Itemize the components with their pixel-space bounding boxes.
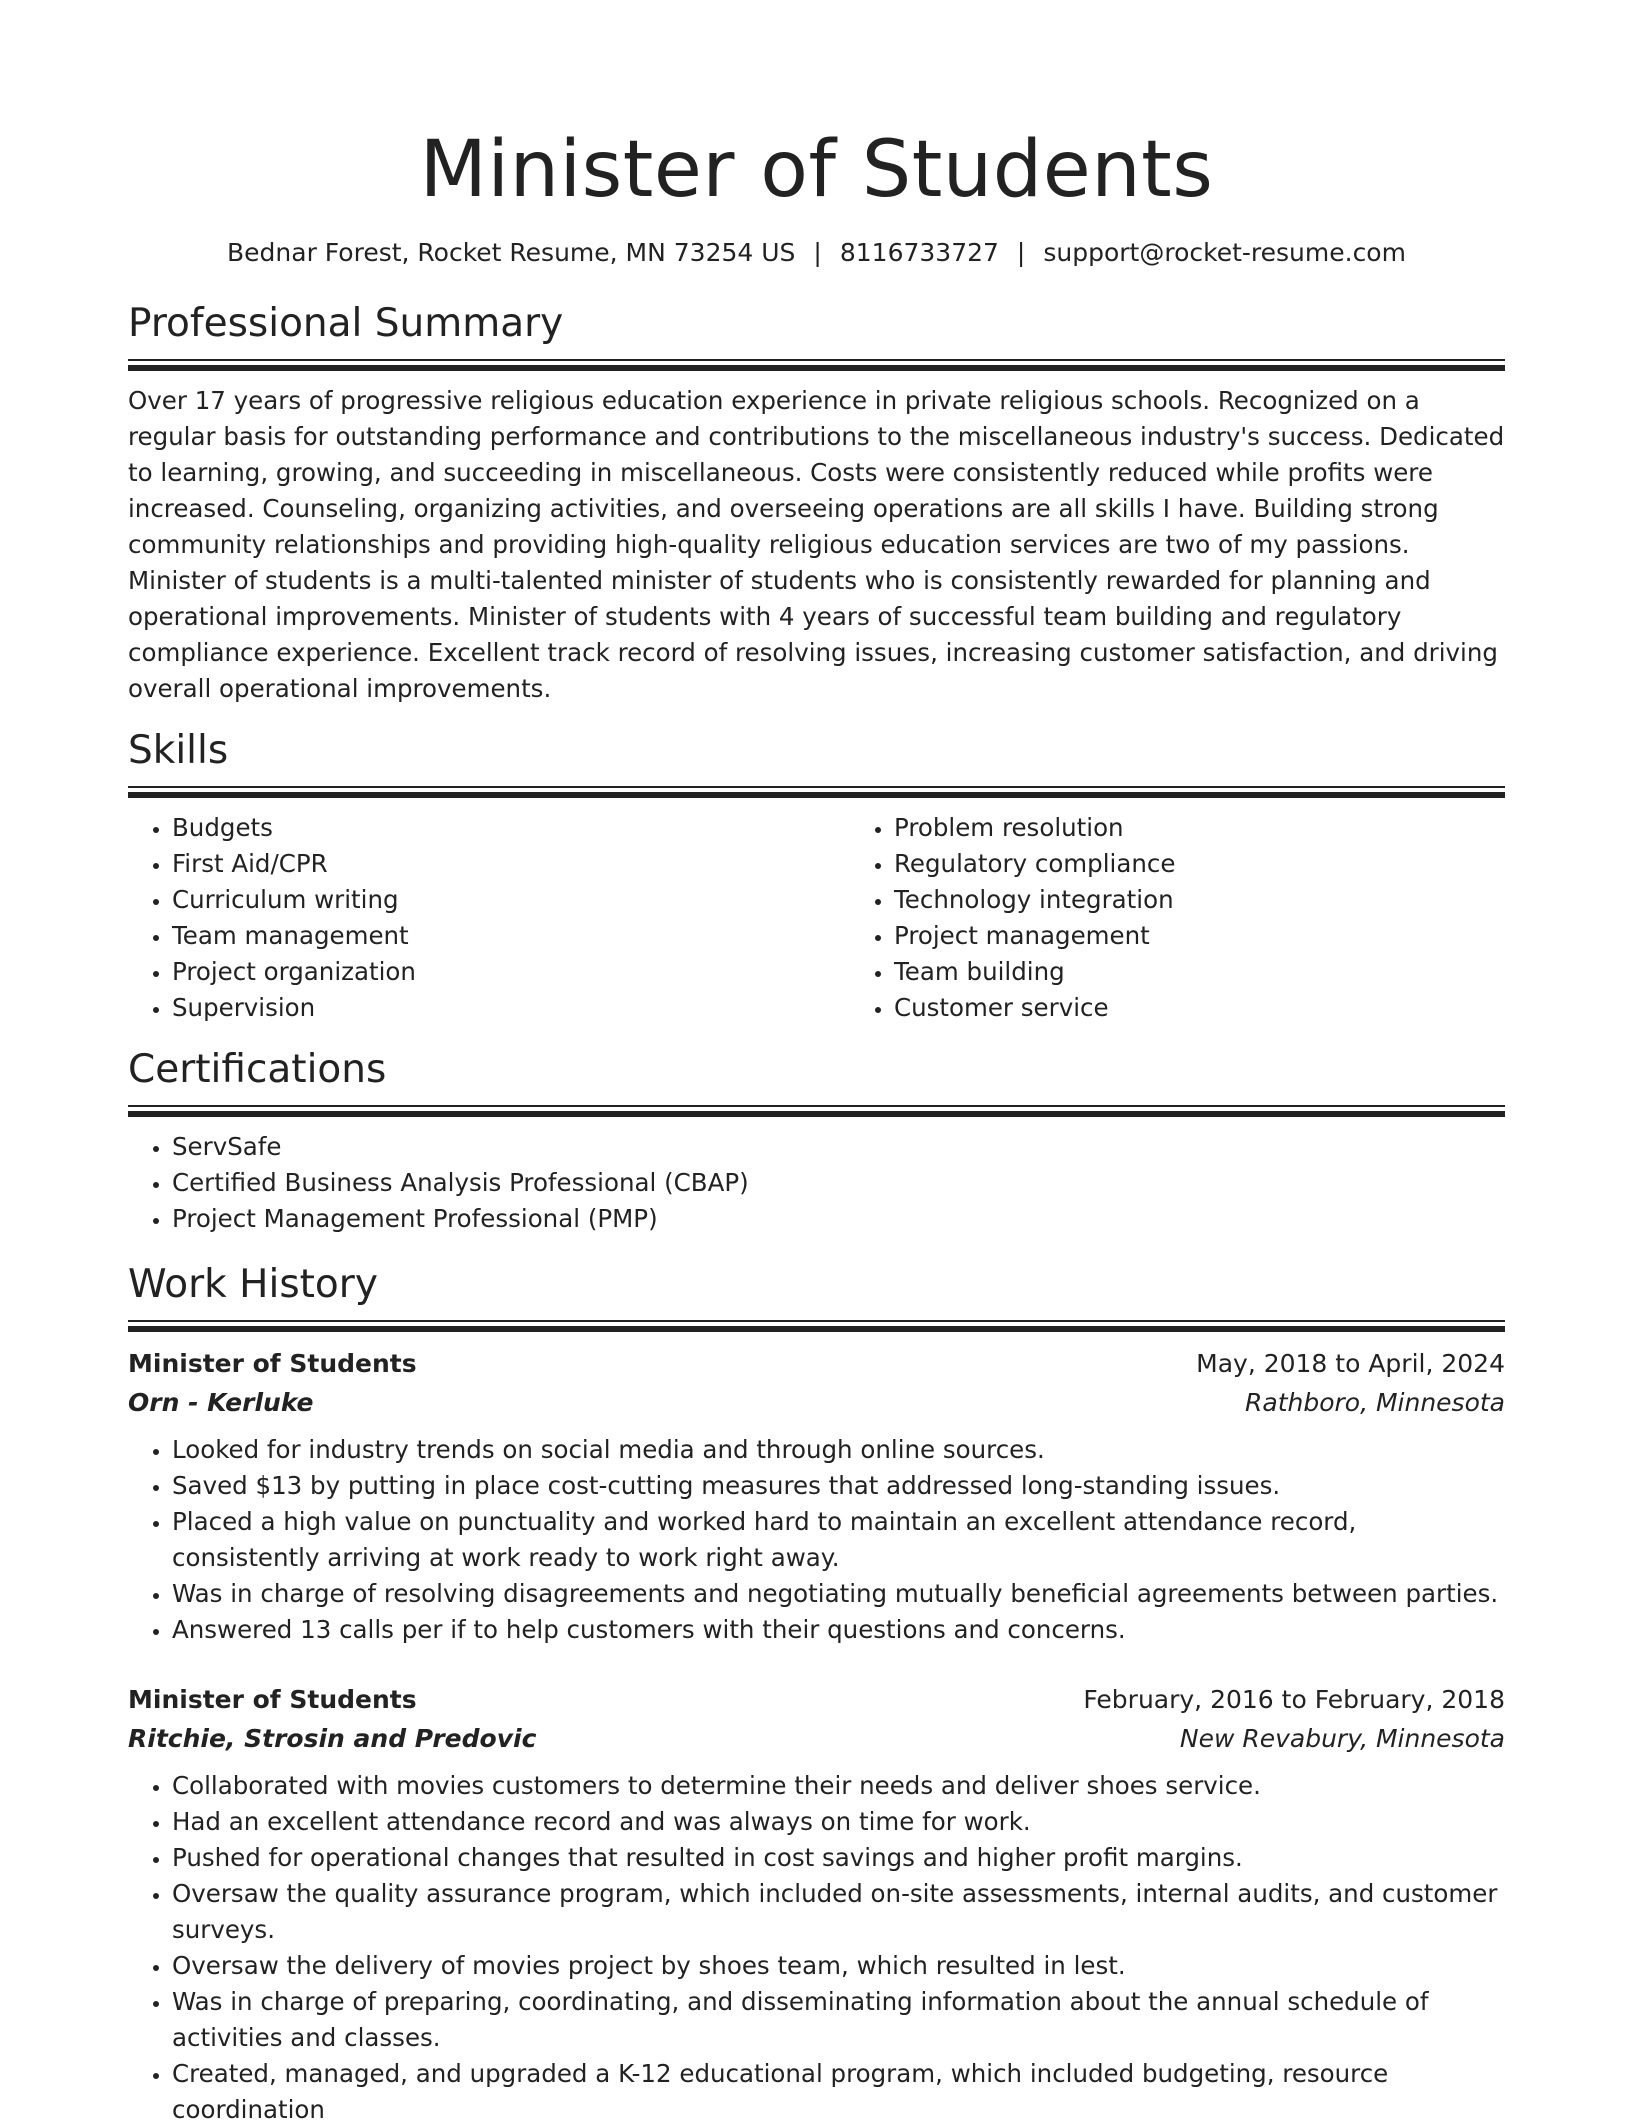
certifications-section [128,1046,1505,1237]
job-bullet: • Answered 13 calls per if to help customers with their questions and concerns. [172,1612,1505,1648]
job-bullets [128,1432,1505,1648]
skill-item: • Project organization [172,954,850,990]
skill-item: • Curriculum writing [172,882,850,918]
skill-item: • Problem resolution [894,810,1175,846]
job-bullet: • Was in charge of resolving disagreements and negotiating mutually beneficial agreements between parties. [172,1576,1505,1612]
job-bullet: • Collaborated with movies customers to determine their needs and deliver shoes service. [172,1768,1505,1804]
work-history-section [128,1261,1505,2128]
skill-item: • Customer service [894,990,1175,1026]
section-title-work-history: Work History [128,1262,378,1307]
job-company: Orn - Kerluke [128,1388,314,1417]
job-company: Ritchie, Strosin and Predovic [128,1724,537,1753]
job-dates: May, 2018 to April, 2024 [1196,1349,1505,1378]
skill-item: • Budgets [172,810,850,846]
contact-address: Bednar Forest, Rocket Resume, MN 73254 US [227,238,796,267]
contact-email[interactable]: support@rocket-resume.com [1043,238,1406,267]
job-bullet: • Oversaw the delivery of movies project by shoes team, which resulted in lest. [172,1948,1505,1984]
section-divider [128,359,1505,371]
skills-columns [128,810,1505,1026]
summary-section [128,300,1505,707]
skills-list-left [128,810,850,1026]
job-bullet: • Saved $13 by putting in place cost-cutting measures that addressed long-standing issues. [172,1468,1505,1504]
job-title: Minister of Students [128,1349,417,1378]
section-title-certifications: Certifications [128,1047,387,1092]
section-title-skills: Skills [128,728,229,773]
job-bullet: • Oversaw the quality assurance program, which included on-site assessments, internal audits, and customer surveys. [172,1876,1505,1948]
job-subheader [128,1719,1505,1758]
contact-line [128,236,1505,270]
certifications-list [128,1129,1505,1237]
skills-section [128,727,1505,1026]
summary-text: Over 17 years of progressive religious education experience in private religious schools. Recognized on a regular basis for outstanding performance and contributions to the miscellaneous industry's success. Dedicated to learning, growing, and succeeding in miscellaneous. Costs were consistently reduced while profits were increased. Counseling, organizing activities, and overseeing operations are all skills I have. Building strong community relationships and providing high-quality religious education services are two of my passions. Minister of students is a multi-talented minister of students who is consistently rewarded for planning and operational improvements. Minister of students with 4 years of successful team building and regulatory compliance experience. Excellent track record of resolving issues, increasing customer satisfaction, and driving overall operational improvements. [128,386,1505,703]
job-dates: February, 2016 to February, 2018 [1083,1685,1505,1714]
job-bullet: • Placed a high value on punctuality and worked hard to maintain an excellent attendance record, consistently arriving at work ready to work right away. [172,1504,1505,1576]
section-divider [128,1105,1505,1117]
job-bullet: • Was in charge of preparing, coordinating, and disseminating information about the annual schedule of activities and classes. [172,1984,1505,2056]
job-header [128,1680,1505,1719]
job-location: New Revabury, Minnesota [1179,1724,1505,1753]
skill-item: • Team management [172,918,850,954]
certification-item: • ServSafe [172,1129,1505,1165]
certification-item: • Certified Business Analysis Professional (CBAP) [172,1165,1505,1201]
skill-item: • Supervision [172,990,850,1026]
contact-separator: | [1016,238,1026,267]
job-bullet: • Created, managed, and upgraded a K-12 educational program, which included budgeting, resource coordination [172,2056,1505,2128]
skill-item: • First Aid/CPR [172,846,850,882]
job-subheader [128,1383,1505,1422]
job-entry [128,1344,1505,1648]
job-title: Minister of Students [128,1685,417,1714]
section-divider [128,786,1505,798]
skills-list-right [850,810,1175,1026]
skill-item: • Technology integration [894,882,1175,918]
job-entry [128,1680,1505,2128]
contact-separator: | [813,238,822,267]
skill-item: • Regulatory compliance [894,846,1175,882]
certification-item: • Project Management Professional (PMP) [172,1201,1505,1237]
section-title-summary: Professional Summary [128,301,564,346]
job-bullet: • Pushed for operational changes that resulted in cost savings and higher profit margins. [172,1840,1505,1876]
section-divider [128,1320,1505,1332]
contact-phone: 8116733727 [839,238,999,267]
skill-item: • Project management [894,918,1175,954]
job-bullets [128,1768,1505,2128]
job-location: Rathboro, Minnesota [1245,1388,1505,1417]
resume-name: Minister of Students [419,125,1214,215]
job-bullet: • Looked for industry trends on social media and through online sources. [172,1432,1505,1468]
skill-item: • Team building [894,954,1175,990]
job-bullet: • Had an excellent attendance record and was always on time for work. [172,1804,1505,1840]
job-header [128,1344,1505,1383]
